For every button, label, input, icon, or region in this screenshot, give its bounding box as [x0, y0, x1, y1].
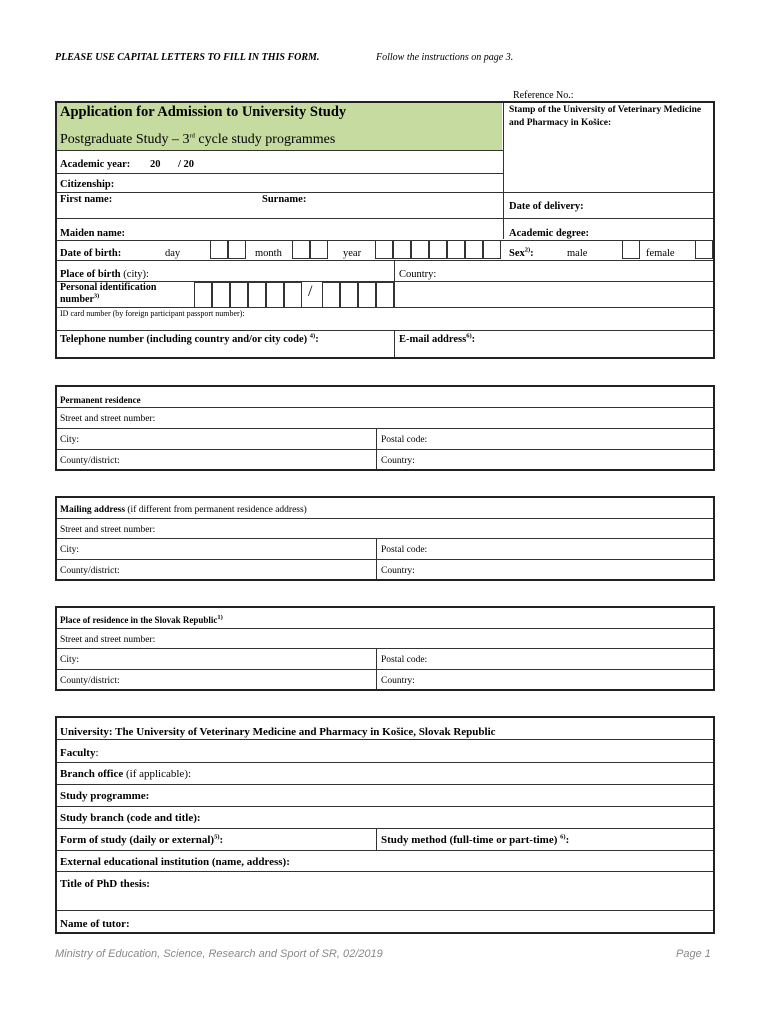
- telephone-label: Telephone number (including country and/or city code) $^{4)}$:: [60, 332, 319, 345]
- academic-year-label: Academic year:: [60, 159, 131, 170]
- study-branch-label: Study branch (code and title):: [60, 812, 201, 824]
- first-name-label: First name:: [60, 194, 113, 205]
- branch-office-label: Branch office (if applicable):: [60, 768, 192, 780]
- tutor-label: Name of tutor:: [60, 918, 130, 930]
- citizenship-label: Citizenship:: [60, 179, 115, 190]
- place-of-birth-label: Place of birth (city):: [60, 269, 149, 280]
- permanent-city-label: City:: [60, 435, 80, 445]
- pin-cell-10[interactable]: [376, 282, 394, 308]
- slovak-street-label: Street and street number:: [60, 635, 156, 645]
- study-programme-label: Study programme:: [60, 790, 150, 802]
- dob-year-label: year: [343, 248, 362, 259]
- mailing-country-label: Country:: [381, 566, 415, 576]
- dob-day-label: day: [165, 248, 181, 259]
- sex-label: Sex$^{2)}$:: [509, 246, 534, 259]
- footer-ministry: Ministry of Education, Science, Research and Sport of SR, 02/2019: [55, 948, 383, 960]
- academic-degree-label: Academic degree:: [509, 228, 589, 239]
- mailing-city-label: City:: [60, 545, 80, 555]
- maiden-name-label: Maiden name:: [60, 228, 126, 239]
- pin-cell-7[interactable]: [322, 282, 340, 308]
- pin-cell-9[interactable]: [358, 282, 376, 308]
- pin-label-line2: number$^{3)}$: [60, 292, 100, 305]
- pin-cell-6[interactable]: [284, 282, 302, 308]
- permanent-county-label: County/district:: [60, 456, 120, 466]
- dob-year-cell-3[interactable]: [411, 240, 429, 259]
- pin-cell-8[interactable]: [340, 282, 358, 308]
- slovak-county-label: County/district:: [60, 676, 120, 686]
- sex-male-checkbox[interactable]: [622, 240, 640, 259]
- pin-cell-4[interactable]: [248, 282, 266, 308]
- dob-month-cell-2[interactable]: [310, 240, 328, 259]
- stamp-label: Stamp of the University of Veterinary Medicine and Pharmacy in Košice:: [509, 105, 702, 128]
- date-of-birth-label: Date of birth:: [60, 248, 122, 259]
- pin-cell-3[interactable]: [230, 282, 248, 308]
- form-of-study-label: Form of study (daily or external)$^{5)}$:: [60, 833, 224, 846]
- dob-month-cell-1[interactable]: [292, 240, 310, 259]
- instructions-main: PLEASE USE CAPITAL LETTERS TO FILL IN THIS FORM.: [55, 52, 320, 63]
- form-subtitle: Postgraduate Study – 3rd cycle study programmes: [60, 132, 336, 147]
- permanent-street-label: Street and street number:: [60, 414, 156, 424]
- study-method-label: Study method (full-time or part-time) $^{6)}$:: [381, 833, 570, 846]
- mailing-county-label: County/district:: [60, 566, 120, 576]
- university-label: University: The University of Veterinary Medicine and Pharmacy in Košice, Slovak Republic: [60, 726, 496, 738]
- instructions-follow: Follow the instructions on page 3.: [376, 52, 514, 63]
- academic-year-20a[interactable]: 20: [150, 159, 161, 170]
- study-section: [55, 716, 715, 934]
- footer-page: Page 1: [676, 948, 711, 960]
- sex-female-checkbox[interactable]: [695, 240, 713, 259]
- dob-day-cell-2[interactable]: [228, 240, 246, 259]
- mailing-title: Mailing address (if different from permanent residence address): [60, 505, 307, 515]
- thesis-title-label: Title of PhD thesis:: [60, 878, 150, 890]
- external-institution-label: External educational institution (name, address):: [60, 856, 290, 868]
- email-label: E-mail address$^{6)}$:: [399, 332, 476, 345]
- sex-male-label: male: [567, 248, 588, 259]
- slovak-title: Place of residence in the Slovak Republic$^{1)}$: [60, 614, 223, 625]
- dob-year-cell-5[interactable]: [447, 240, 465, 259]
- pin-slash: /: [308, 283, 313, 300]
- dob-year-cell-1[interactable]: [375, 240, 393, 259]
- pin-cell-1[interactable]: [194, 282, 212, 308]
- dob-year-cell-4[interactable]: [429, 240, 447, 259]
- pin-label-line1: Personal identification: [60, 282, 157, 293]
- academic-year-20b[interactable]: / 20: [178, 159, 195, 170]
- mailing-street-label: Street and street number:: [60, 525, 156, 535]
- form-title: Application for Admission to University Study: [60, 104, 347, 120]
- slovak-postal-label: Postal code:: [381, 655, 428, 665]
- dob-day-cell-1[interactable]: [210, 240, 228, 259]
- sex-female-label: female: [646, 248, 675, 259]
- dob-year-cell-2[interactable]: [393, 240, 411, 259]
- permanent-postal-label: Postal code:: [381, 435, 428, 445]
- dob-year-cell-6[interactable]: [465, 240, 483, 259]
- slovak-city-label: City:: [60, 655, 80, 665]
- permanent-country-label: Country:: [381, 456, 415, 466]
- dob-month-label: month: [255, 248, 282, 259]
- pin-cell-2[interactable]: [212, 282, 230, 308]
- dob-year-cell-7[interactable]: [483, 240, 501, 259]
- reference-no-label: Reference No.:: [513, 90, 574, 101]
- date-of-delivery-label: Date of delivery:: [509, 201, 584, 212]
- faculty-label: Faculty:: [60, 747, 99, 759]
- slovak-country-label: Country:: [381, 676, 415, 686]
- pin-cell-5[interactable]: [266, 282, 284, 308]
- mailing-postal-label: Postal code:: [381, 545, 428, 555]
- permanent-title: Permanent residence: [60, 395, 141, 405]
- id-card-label: ID card number (by foreign participant passport number):: [60, 309, 245, 318]
- surname-label: Surname:: [262, 194, 307, 205]
- birth-country-label: Country:: [399, 269, 437, 280]
